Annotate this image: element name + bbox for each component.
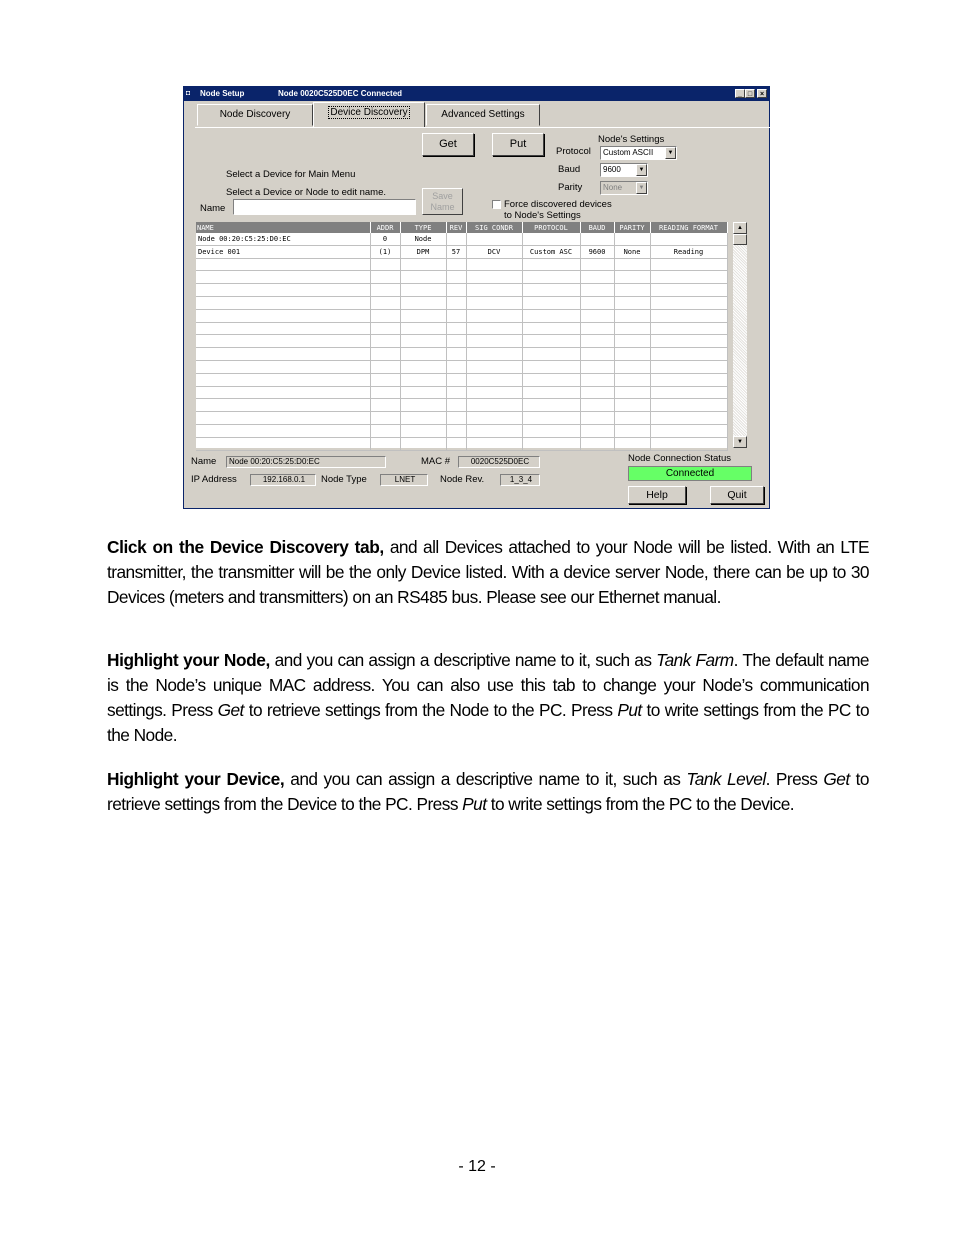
empty-cell [650,335,727,348]
cell-sig: DCV [466,245,522,258]
get-button[interactable]: Get [422,133,474,156]
empty-cell [580,296,614,309]
empty-cell [446,412,466,425]
empty-cell [446,437,466,450]
tab-advanced-settings[interactable]: Advanced Settings [426,104,540,126]
empty-rows [196,258,727,450]
help-button[interactable]: Help [628,486,686,504]
scroll-thumb[interactable] [733,234,747,245]
empty-cell [400,271,446,284]
empty-cell [400,335,446,348]
tab-device-discovery-label: Device Discovery [330,107,408,118]
p3-italic-tank-level: Tank Level [686,769,766,789]
empty-cell [614,284,650,297]
empty-cell [466,284,522,297]
empty-cell [370,412,400,425]
parity-value: None [603,183,623,192]
node-type-value: LNET [380,474,428,486]
cell-name: Device 001 [196,245,370,258]
empty-cell [614,399,650,412]
empty-cell [650,424,727,437]
empty-cell [614,335,650,348]
empty-table-row [196,386,727,399]
empty-cell [650,412,727,425]
empty-cell [370,424,400,437]
empty-cell [650,258,727,271]
empty-cell [580,386,614,399]
empty-cell [370,360,400,373]
cell-addr: (1) [370,245,400,258]
empty-cell [196,322,370,335]
select-edit-label: Select a Device or Node to edit name. [226,187,387,198]
empty-cell [522,296,580,309]
empty-cell [522,309,580,322]
empty-cell [522,412,580,425]
empty-cell [196,424,370,437]
empty-cell [580,309,614,322]
empty-cell [370,296,400,309]
empty-table-row [196,258,727,271]
empty-cell [400,284,446,297]
put-button[interactable]: Put [492,133,544,156]
empty-cell [400,386,446,399]
p3-italic-put: Put [462,794,487,814]
empty-table-row [196,309,727,322]
node-rev-label: Node Rev. [440,474,485,485]
force-settings-label-2: to Node's Settings [504,210,581,221]
protocol-select[interactable] [600,146,677,160]
empty-cell [446,399,466,412]
empty-cell [650,348,727,361]
p3-text-e: to write settings from the PC to the Device. [486,794,795,814]
empty-cell [446,335,466,348]
empty-cell [522,424,580,437]
empty-cell [466,373,522,386]
grid-scrollbar[interactable] [733,222,747,448]
empty-cell [614,386,650,399]
chevron-down-icon[interactable]: ▼ [665,147,676,159]
empty-cell [650,284,727,297]
empty-cell [522,335,580,348]
empty-cell [466,348,522,361]
node-type-label: Node Type [321,474,367,485]
close-icon[interactable]: × [757,89,767,98]
cell-rev [446,233,466,245]
empty-cell [650,360,727,373]
empty-cell [466,360,522,373]
scroll-up-icon[interactable]: ▲ [733,222,747,234]
empty-table-row [196,412,727,425]
empty-cell [400,373,446,386]
empty-cell [650,373,727,386]
empty-cell [650,309,727,322]
empty-table-row [196,284,727,297]
empty-cell [400,258,446,271]
table-row[interactable] [196,233,727,245]
empty-cell [466,412,522,425]
empty-cell [522,258,580,271]
empty-cell [650,399,727,412]
baud-value: 9600 [603,165,621,174]
empty-cell [466,335,522,348]
empty-cell [614,412,650,425]
baud-select[interactable] [600,163,648,177]
cell-name: Node 00:20:C5:25:D0:EC [196,233,370,245]
empty-cell [614,348,650,361]
empty-cell [446,309,466,322]
cell-type: DPM [400,245,446,258]
node-settings-heading: Node's Settings [598,134,665,145]
empty-cell [614,360,650,373]
maximize-icon[interactable]: □ [745,89,755,98]
cell-format: Reading [650,245,727,258]
empty-cell [196,437,370,450]
empty-cell [580,437,614,450]
device-grid [196,222,727,448]
parity-select[interactable] [600,181,648,195]
empty-cell [370,271,400,284]
mac-value: 0020C525D0EC [458,456,540,468]
empty-cell [466,386,522,399]
empty-cell [370,437,400,450]
empty-cell [400,296,446,309]
col-header-sig-condr[interactable]: SIG CONDR [466,222,522,233]
empty-cell [400,322,446,335]
col-header-reading-format[interactable]: READING FORMAT [650,222,727,233]
footer-name-value: Node 00:20:C5:25:D0:EC [226,456,386,468]
cell-protocol: Custom ASC [522,245,580,258]
cell-baud [580,233,614,245]
mac-label: MAC # [421,456,451,467]
empty-cell [196,399,370,412]
empty-cell [446,271,466,284]
connection-status-label: Node Connection Status [628,453,731,464]
window-title: Node Setup [200,89,245,98]
empty-cell [650,296,727,309]
empty-cell [196,373,370,386]
cell-sig [466,233,522,245]
empty-cell [370,386,400,399]
name-input[interactable] [233,199,416,215]
empty-cell [466,437,522,450]
empty-table-row [196,373,727,386]
protocol-label: Protocol [556,146,591,157]
empty-cell [522,360,580,373]
cell-addr: 0 [370,233,400,245]
p3-text-d: to retrieve settings from the Device to the PC. Press [107,769,869,814]
empty-cell [446,348,466,361]
empty-cell [196,360,370,373]
paragraph-highlight-device [107,767,869,817]
empty-cell [466,309,522,322]
empty-cell [614,424,650,437]
p2-text-c: . The default name is the Node’s unique MAC address. You can also use this tab to change your Node’s communication settings. Press [107,650,869,720]
empty-cell [400,348,446,361]
table-row[interactable] [196,245,727,258]
empty-cell [446,284,466,297]
p2-text-a: and you can assign a descriptive name to it, such as [269,650,657,670]
minimize-icon[interactable]: _ [735,89,745,98]
quit-button[interactable]: Quit [710,486,764,504]
empty-cell [370,348,400,361]
empty-cell [196,271,370,284]
empty-cell [196,348,370,361]
empty-cell [446,424,466,437]
p2-bold: Highlight your Node, [107,650,270,670]
cell-baud: 9600 [580,245,614,258]
empty-table-row [196,335,727,348]
tab-panel-top-edge [195,127,772,128]
p3-text-c: . Press [765,769,824,789]
p2-text-d: to retrieve settings from the Node to the PC. Press [243,700,618,720]
empty-cell [370,258,400,271]
cell-rev: 57 [446,245,466,258]
empty-cell [580,399,614,412]
empty-cell [446,386,466,399]
empty-cell [446,373,466,386]
cell-parity [614,233,650,245]
empty-table-row [196,360,727,373]
empty-table-row [196,437,727,450]
baud-label: Baud [558,164,581,175]
empty-cell [196,296,370,309]
empty-cell [446,258,466,271]
empty-cell [370,322,400,335]
empty-cell [522,284,580,297]
empty-cell [400,360,446,373]
empty-cell [446,296,466,309]
empty-cell [400,399,446,412]
p2-italic-get: Get [217,700,244,720]
empty-cell [522,437,580,450]
empty-table-row [196,424,727,437]
empty-cell [522,322,580,335]
cell-format [650,233,727,245]
protocol-value: Custom ASCII [603,148,654,157]
p2-italic-put: Put [617,700,642,720]
empty-cell [466,296,522,309]
connection-title: Node 0020C525D0EC Connected [278,89,403,98]
scroll-down-icon[interactable]: ▼ [733,436,747,448]
empty-cell [614,373,650,386]
empty-cell [580,360,614,373]
empty-table-row [196,399,727,412]
col-header-parity[interactable]: PARITY [614,222,650,233]
empty-table-row [196,296,727,309]
empty-table-row [196,322,727,335]
cell-type: Node [400,233,446,245]
empty-cell [580,284,614,297]
tab-node-discovery[interactable]: Node Discovery [197,104,313,126]
empty-cell [580,348,614,361]
cell-parity: None [614,245,650,258]
empty-cell [196,386,370,399]
paragraph-highlight-node [107,648,869,748]
empty-cell [466,322,522,335]
empty-cell [580,335,614,348]
empty-cell [370,335,400,348]
title-bar[interactable] [184,87,769,101]
paragraph-device-discovery [107,535,869,610]
p1-text: and all Devices attached to your Node will be listed. With an LTE transmitter, the transmitter will be the only Device listed. With a device server Node, there can be up to 30 Devices (meters and transmitters) on an RS485 bus. Please see our Ethernet manual. [107,537,869,607]
empty-cell [196,284,370,297]
empty-cell [650,437,727,450]
empty-table-row [196,271,727,284]
node-rev-value: 1_3_4 [500,474,540,486]
empty-cell [370,284,400,297]
connection-status-badge: Connected [628,466,752,481]
empty-cell [522,399,580,412]
empty-cell [614,309,650,322]
p1-bold: Click on the Device Discovery tab, [107,537,384,557]
cell-protocol [522,233,580,245]
empty-cell [614,271,650,284]
empty-cell [650,271,727,284]
empty-cell [522,386,580,399]
col-header-baud[interactable]: BAUD [580,222,614,233]
col-header-addr[interactable]: ADDR [370,222,400,233]
empty-cell [466,271,522,284]
empty-table-row [196,348,727,361]
col-header-protocol[interactable]: PROTOCOL [522,222,580,233]
empty-cell [580,322,614,335]
p3-bold: Highlight your Device, [107,769,285,789]
empty-cell [522,348,580,361]
empty-cell [614,322,650,335]
empty-cell [196,258,370,271]
force-settings-label-1: Force discovered devices [504,199,612,210]
name-label: Name [200,203,226,214]
empty-cell [400,412,446,425]
empty-cell [370,373,400,386]
select-main-label: Select a Device for Main Menu [226,169,356,180]
p3-italic-get: Get [823,769,850,789]
page-number: - 12 - [458,1158,496,1175]
empty-cell [650,386,727,399]
empty-cell [522,271,580,284]
col-header-type[interactable]: TYPE [400,222,446,233]
empty-cell [196,412,370,425]
chevron-down-icon[interactable]: ▼ [636,164,647,176]
empty-cell [580,271,614,284]
empty-cell [400,437,446,450]
tab-device-discovery[interactable] [313,102,425,128]
save-name-button[interactable]: Save Name [422,188,463,215]
empty-cell [580,373,614,386]
empty-cell [580,412,614,425]
p3-text-a: and you can assign a descriptive name to it, such as [284,769,687,789]
empty-cell [614,258,650,271]
empty-cell [370,399,400,412]
p2-italic-tank-farm: Tank Farm [656,650,734,670]
app-icon: ◘ [186,90,191,97]
empty-cell [614,437,650,450]
p2-text-e: to write settings from the PC to the Node. [107,700,869,745]
empty-cell [196,335,370,348]
grid-header-row [196,222,727,233]
empty-cell [614,296,650,309]
empty-cell [522,373,580,386]
empty-cell [400,309,446,322]
empty-cell [580,424,614,437]
empty-cell [400,424,446,437]
force-settings-checkbox[interactable] [492,200,501,209]
empty-cell [580,258,614,271]
empty-cell [446,322,466,335]
empty-cell [466,258,522,271]
empty-cell [446,360,466,373]
col-header-rev[interactable]: REV [446,222,466,233]
parity-label: Parity [558,182,583,193]
ip-value: 192.168.0.1 [250,474,316,486]
empty-cell [650,322,727,335]
footer-name-label: Name [191,456,217,467]
ip-label: IP Address [191,474,237,485]
empty-cell [466,399,522,412]
col-header-name[interactable]: NAME [196,222,370,233]
empty-cell [196,309,370,322]
chevron-down-icon[interactable]: ▼ [636,182,647,194]
empty-cell [370,309,400,322]
empty-cell [466,424,522,437]
